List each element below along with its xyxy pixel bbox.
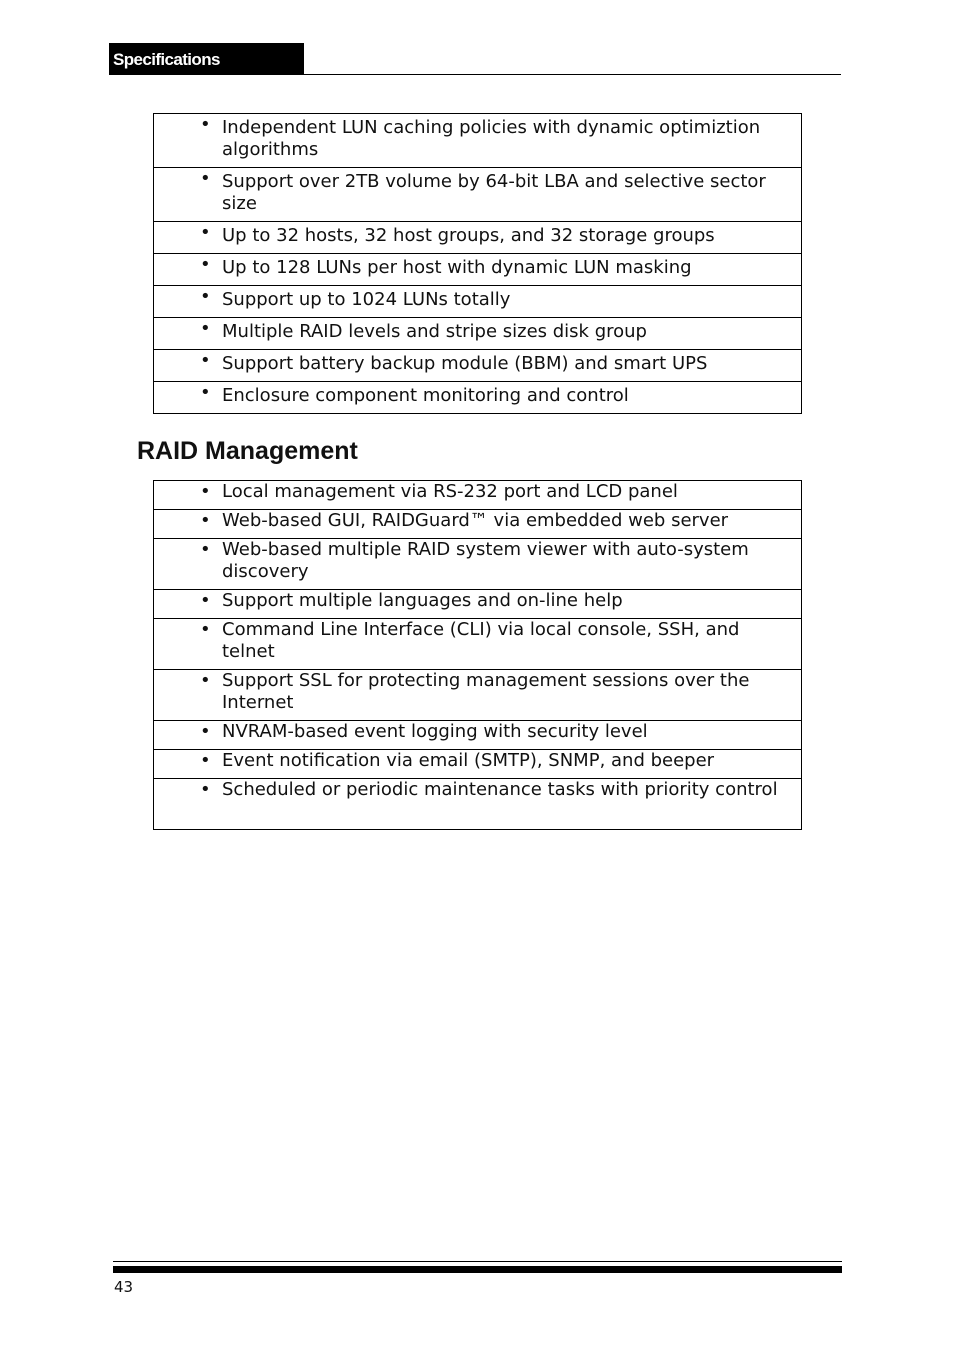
table-row bbox=[154, 510, 802, 539]
list-item: NVRAM-based event logging with security level bbox=[222, 721, 648, 742]
bullet-icon: • bbox=[200, 510, 211, 531]
footer-rule-thick bbox=[113, 1266, 842, 1273]
list-item: Scheduled or periodic maintenance tasks with priority control bbox=[222, 779, 778, 800]
bullet-icon: • bbox=[200, 254, 211, 275]
table-row bbox=[154, 539, 802, 590]
raid-management-table bbox=[153, 480, 802, 830]
bullet-icon: • bbox=[200, 350, 211, 371]
table-row bbox=[154, 619, 802, 670]
bullet-icon: • bbox=[200, 539, 211, 560]
list-item: Support over 2TB volume by 64-bit LBA and selective sector size bbox=[222, 171, 766, 214]
section-tab: Specifications bbox=[109, 43, 304, 75]
table-row bbox=[154, 590, 802, 619]
list-item: Web-based GUI, RAIDGuard™ via embedded web server bbox=[222, 510, 729, 531]
bullet-icon: • bbox=[200, 286, 211, 307]
bullet-icon: • bbox=[200, 382, 211, 403]
list-item: Multiple RAID levels and stripe sizes disk group bbox=[222, 321, 647, 342]
table-row bbox=[154, 382, 802, 414]
bullet-icon: • bbox=[200, 114, 211, 135]
footer-rule-thin bbox=[113, 1261, 842, 1262]
bullet-icon: • bbox=[200, 590, 211, 611]
table-row bbox=[154, 481, 802, 510]
list-item: Independent LUN caching policies with dynamic optimiztion algorithms bbox=[222, 117, 761, 160]
table-row bbox=[154, 114, 802, 168]
table-row bbox=[154, 721, 802, 750]
table-row bbox=[154, 168, 802, 222]
table-row bbox=[154, 318, 802, 350]
bullet-icon: • bbox=[200, 222, 211, 243]
list-item: Event notification via email (SMTP), SNMP, and beeper bbox=[222, 750, 715, 771]
list-item: Enclosure component monitoring and control bbox=[222, 385, 629, 406]
list-item: Command Line Interface (CLI) via local console, SSH, and telnet bbox=[222, 619, 740, 662]
table-row bbox=[154, 350, 802, 382]
list-item: Support battery backup module (BBM) and smart UPS bbox=[222, 353, 708, 374]
bullet-icon: • bbox=[200, 481, 211, 502]
table-row bbox=[154, 254, 802, 286]
table-row bbox=[154, 750, 802, 779]
table-row bbox=[154, 222, 802, 254]
table-row bbox=[154, 670, 802, 721]
features-table bbox=[153, 113, 802, 414]
list-item: Up to 32 hosts, 32 host groups, and 32 storage groups bbox=[222, 225, 715, 246]
header-rule bbox=[304, 74, 841, 75]
bullet-icon: • bbox=[200, 750, 211, 771]
bullet-icon: • bbox=[200, 318, 211, 339]
page-number: 43 bbox=[114, 1278, 134, 1296]
section-title: RAID Management bbox=[137, 437, 358, 465]
list-item: Local management via RS-232 port and LCD panel bbox=[222, 481, 678, 502]
bullet-icon: • bbox=[200, 670, 211, 691]
bullet-icon: • bbox=[200, 168, 211, 189]
table-row bbox=[154, 779, 802, 830]
list-item: Up to 128 LUNs per host with dynamic LUN masking bbox=[222, 257, 692, 278]
list-item: Support SSL for protecting management sessions over the Internet bbox=[222, 670, 750, 713]
bullet-icon: • bbox=[200, 619, 211, 640]
list-item: Support up to 1024 LUNs totally bbox=[222, 289, 511, 310]
list-item: Support multiple languages and on-line help bbox=[222, 590, 623, 611]
bullet-icon: • bbox=[200, 779, 211, 800]
list-item: Web-based multiple RAID system viewer with auto-system discovery bbox=[222, 539, 749, 582]
bullet-icon: • bbox=[200, 721, 211, 742]
table-row bbox=[154, 286, 802, 318]
